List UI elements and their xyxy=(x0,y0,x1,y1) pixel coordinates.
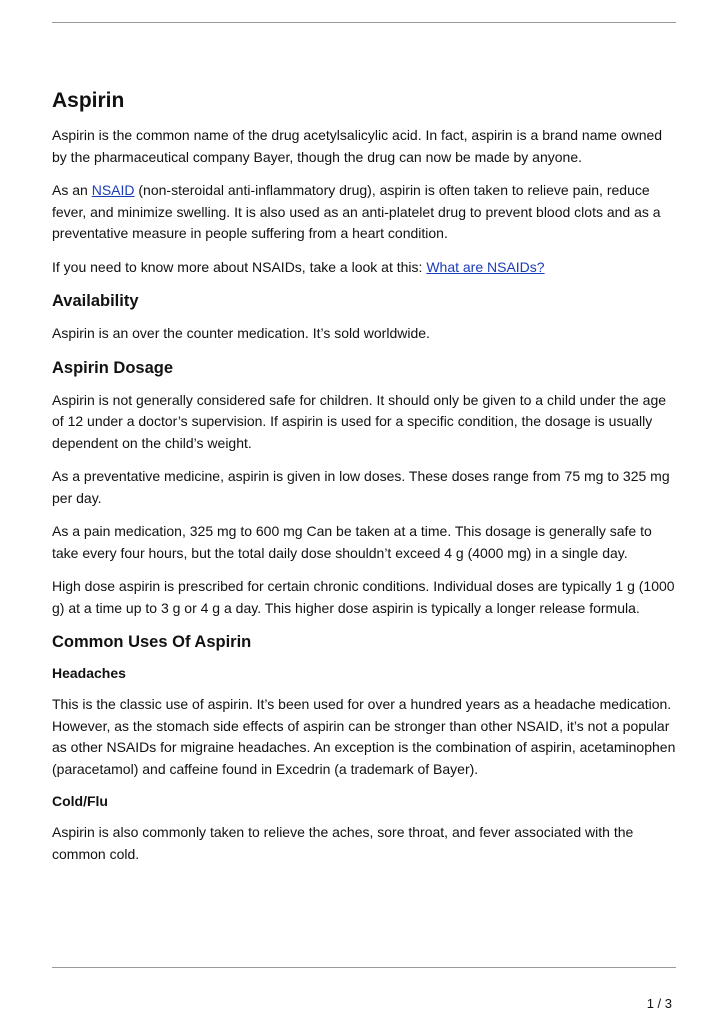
more-info-text: If you need to know more about NSAIDs, take a look at this: xyxy=(52,258,427,275)
document-body xyxy=(52,88,676,877)
dosage-paragraph-children: Aspirin is not generally considered safe for children. It should only be given to a child under the age of 12 under a doctor’s supervision. If aspirin is used for a specific condition, the dosage is usually dependent on the child’s weight. xyxy=(52,391,667,451)
availability-heading: Availability xyxy=(52,292,139,310)
common-uses-heading: Common Uses Of Aspirin xyxy=(52,633,252,651)
availability-paragraph: Aspirin is an over the counter medication. It’s sold worldwide. xyxy=(52,325,430,341)
headaches-heading: Headaches xyxy=(52,665,126,681)
dosage-paragraph-pain: As a pain medication, 325 mg to 600 mg Can be taken at a time. This dosage is generally safe to take every four hours, but the total daily dose shouldn’t exceed 4 g (4000 mg) in a single day. xyxy=(52,523,652,561)
nsaid-text-before: As an xyxy=(52,182,92,198)
nsaid-paragraph xyxy=(52,180,676,245)
cold-flu-paragraph: Aspirin is also commonly taken to relieve the aches, sore throat, and fever associated with the common cold. xyxy=(52,824,634,862)
headaches-paragraph: This is the classic use of aspirin. It’s been used for over a hundred years as a headache medication. However, as the stomach side effects of aspirin can be stronger than other NSAID, it’s not a popular as other NSAIDs for migraine headaches. An exception is the combination of aspirin, acetaminophen (paracetamol) and caffeine found in Excedrin (a trademark of Bayer). xyxy=(52,696,676,777)
cold-flu-heading: Cold/Flu xyxy=(52,793,108,809)
footer-rule xyxy=(52,967,676,968)
nsaid-text-after: (non-steroidal anti-inflammatory drug), aspirin is often taken to relieve pain, reduce fever, and minimize swelling. It is also used as an anti-platelet drug to prevent blood clots and as a preventative measure in people suffering from a heart condition. xyxy=(52,182,661,241)
header-rule xyxy=(52,22,676,23)
dosage-paragraph-preventative: As a preventative medicine, aspirin is given in low doses. These doses range from 75 mg to 325 mg per day. xyxy=(52,468,670,506)
page-title: Aspirin xyxy=(52,89,125,112)
what-are-nsaids-link[interactable]: What are NSAIDs? xyxy=(426,258,545,275)
dosage-paragraph-high-dose: High dose aspirin is prescribed for certain chronic conditions. Individual doses are typically 1 g (1000 g) at a time up to 3 g or 4 g a day. This higher dose aspirin is typically a longer release formula. xyxy=(52,578,675,616)
intro-paragraph: Aspirin is the common name of the drug acetylsalicylic acid. In fact, aspirin is a brand name owned by the pharmaceutical company Bayer, though the drug can now be made by anyone. xyxy=(52,127,663,165)
page-indicator: 1 / 3 xyxy=(646,996,672,1011)
dosage-heading: Aspirin Dosage xyxy=(52,358,174,377)
nsaid-link[interactable]: NSAID xyxy=(91,182,135,198)
more-info-paragraph xyxy=(52,257,676,279)
